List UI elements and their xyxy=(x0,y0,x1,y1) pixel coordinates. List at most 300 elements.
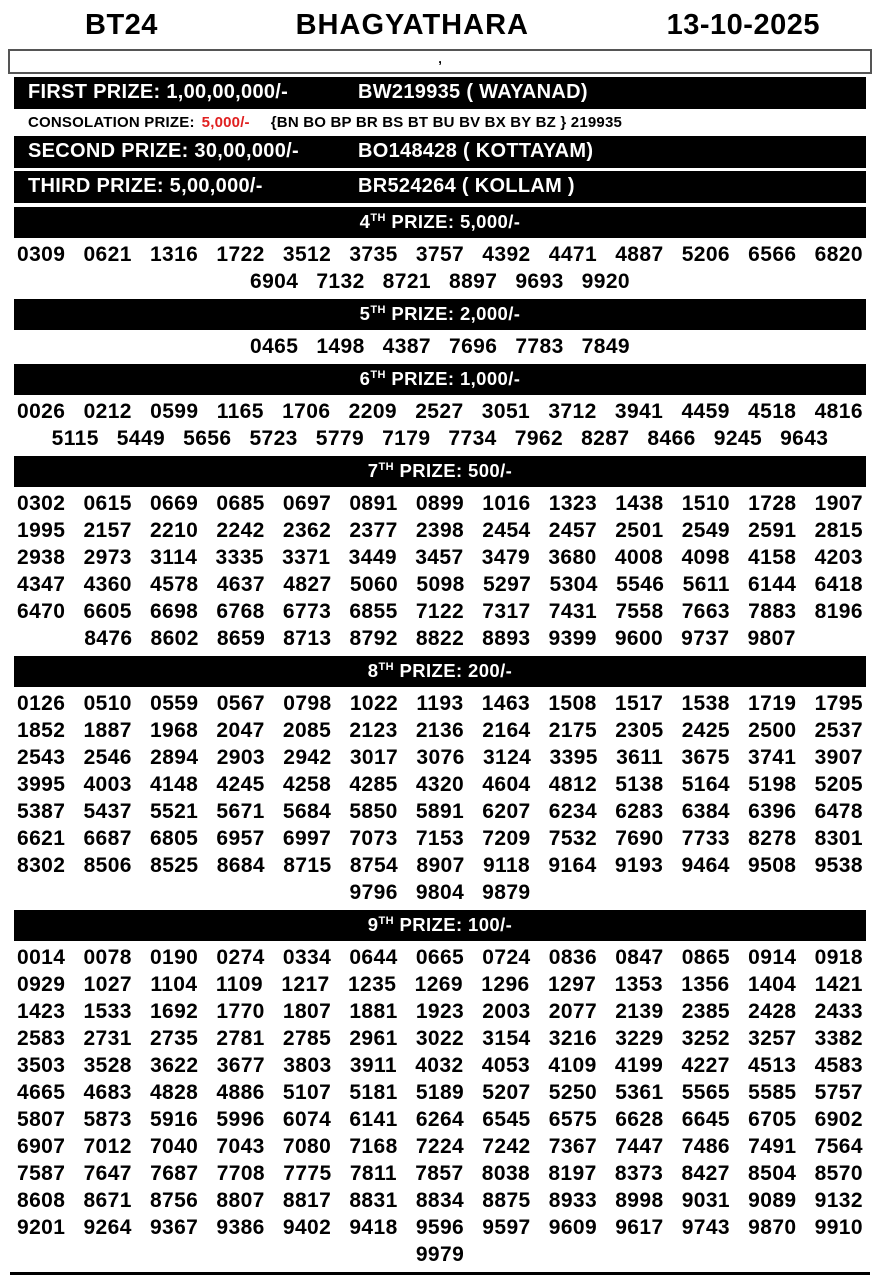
ticket-number: 2175 xyxy=(548,719,598,742)
ticket-number: 5181 xyxy=(349,1081,398,1104)
ordinal-superscript: TH xyxy=(370,211,386,224)
ticket-number: 2527 xyxy=(415,400,464,423)
ticket-number: 6207 xyxy=(482,800,531,823)
ticket-number: 5297 xyxy=(482,573,532,596)
ticket-number: 6621 xyxy=(17,827,66,850)
ticket-number: 7153 xyxy=(415,827,465,850)
ticket-number: 9264 xyxy=(83,1216,132,1239)
ticket-number: 3216 xyxy=(548,1027,598,1050)
number-row xyxy=(17,1052,863,1079)
ticket-number: 9796 xyxy=(349,881,398,904)
ticket-number: 0665 xyxy=(415,946,465,969)
ticket-number: 3449 xyxy=(348,546,397,569)
ticket-number: 1881 xyxy=(349,1000,398,1023)
ticket-number: 1297 xyxy=(547,973,597,996)
number-row xyxy=(17,425,863,452)
ticket-number: 5164 xyxy=(681,773,731,796)
third-prize-label: THIRD PRIZE: 5,00,000/- xyxy=(28,175,263,197)
ticket-number: 1533 xyxy=(83,1000,132,1023)
ticket-number: 7040 xyxy=(149,1135,199,1158)
ticket-number: 8756 xyxy=(149,1189,199,1212)
ticket-number: 2537 xyxy=(814,719,863,742)
ticket-number: 3911 xyxy=(349,1054,397,1077)
ticket-number: 9386 xyxy=(216,1216,265,1239)
number-row xyxy=(17,241,863,268)
ticket-number: 2457 xyxy=(548,519,598,542)
ticket-number: 3611 xyxy=(616,746,664,769)
ticket-number: 9508 xyxy=(748,854,797,877)
prize-5th-header: 5TH PRIZE: 2,000/- xyxy=(14,299,866,330)
ticket-number: 4827 xyxy=(283,573,332,596)
ticket-number: 7647 xyxy=(83,1162,132,1185)
ticket-number: 6384 xyxy=(681,800,731,823)
number-row xyxy=(17,1079,863,1106)
prize-4th-header: 4TH PRIZE: 5,000/- xyxy=(14,207,866,238)
ticket-number: 2377 xyxy=(349,519,398,542)
ticket-number: 8875 xyxy=(482,1189,531,1212)
ticket-number: 1356 xyxy=(681,973,730,996)
ticket-number: 6418 xyxy=(814,573,863,596)
ticket-number: 9643 xyxy=(780,427,829,450)
ticket-number: 4032 xyxy=(415,1054,464,1077)
number-row xyxy=(17,944,863,971)
ticket-number: 4258 xyxy=(282,773,332,796)
ticket-number: 5098 xyxy=(416,573,465,596)
ticket-number: 5684 xyxy=(282,800,332,823)
ticket-number: 2139 xyxy=(615,1000,664,1023)
ticket-number: 0836 xyxy=(548,946,598,969)
ticket-number: 7431 xyxy=(548,600,598,623)
ticket-number: 2894 xyxy=(150,746,199,769)
ticket-number: 4158 xyxy=(748,546,797,569)
ticket-number: 0724 xyxy=(482,946,531,969)
ticket-number: 5521 xyxy=(149,800,199,823)
ticket-number: 6234 xyxy=(548,800,598,823)
ticket-number: 9193 xyxy=(614,854,664,877)
ticket-number: 9089 xyxy=(748,1189,797,1212)
ticket-number: 7734 xyxy=(448,427,497,450)
ticket-number: 4604 xyxy=(482,773,531,796)
ticket-number: 1995 xyxy=(17,519,66,542)
ticket-number: 3335 xyxy=(215,546,264,569)
ticket-number: 0615 xyxy=(83,492,132,515)
second-prize-bar xyxy=(14,136,866,168)
ticket-number: 6283 xyxy=(615,800,664,823)
number-row xyxy=(17,1241,863,1268)
ticket-number: 2003 xyxy=(482,1000,531,1023)
consolation-prize-row xyxy=(14,112,866,133)
ticket-number: 8427 xyxy=(681,1162,730,1185)
ticket-number: 0078 xyxy=(83,946,132,969)
ticket-number: 7367 xyxy=(548,1135,598,1158)
ticket-number: 1404 xyxy=(747,973,797,996)
ticket-number: 2731 xyxy=(83,1027,132,1050)
ticket-number: 2454 xyxy=(482,519,531,542)
ticket-number: 3675 xyxy=(681,746,730,769)
ticket-number: 6605 xyxy=(83,600,132,623)
ticket-number: 5250 xyxy=(548,1081,598,1104)
ticket-number: 1269 xyxy=(414,973,463,996)
ticket-number: 7564 xyxy=(814,1135,863,1158)
ticket-number: 2583 xyxy=(17,1027,66,1050)
ticket-number: 8792 xyxy=(349,627,398,650)
ticket-number: 3479 xyxy=(481,546,531,569)
ticket-number: 5757 xyxy=(814,1081,863,1104)
ticket-number: 1027 xyxy=(83,973,132,996)
ticket-number: 2077 xyxy=(548,1000,598,1023)
ticket-number: 9596 xyxy=(415,1216,465,1239)
ticket-number: 5387 xyxy=(17,800,66,823)
ticket-number: 3395 xyxy=(549,746,598,769)
ticket-number: 9132 xyxy=(814,1189,863,1212)
ticket-number: 1887 xyxy=(83,719,132,742)
ticket-number: 1728 xyxy=(748,492,797,515)
ticket-number: 6575 xyxy=(548,1108,598,1131)
note-box xyxy=(8,49,872,74)
ticket-number: 6141 xyxy=(349,1108,398,1131)
ticket-number: 0929 xyxy=(17,973,66,996)
ticket-number: 6698 xyxy=(149,600,199,623)
first-prize-bar xyxy=(14,77,866,109)
ticket-number: 2085 xyxy=(282,719,332,742)
ticket-number: 0847 xyxy=(615,946,664,969)
ticket-number: 0309 xyxy=(17,243,66,266)
third-prize-bar xyxy=(14,171,866,203)
note-box-text: , xyxy=(438,51,442,66)
bottom-divider xyxy=(10,1272,870,1275)
ticket-number: 5873 xyxy=(83,1108,132,1131)
ticket-number: 7224 xyxy=(415,1135,465,1158)
ticket-number: 6687 xyxy=(83,827,132,850)
ticket-number: 5115 xyxy=(51,427,99,450)
ticket-number: 2500 xyxy=(748,719,797,742)
ticket-number: 1807 xyxy=(282,1000,332,1023)
ticket-number: 1016 xyxy=(482,492,531,515)
ticket-number: 3712 xyxy=(548,400,597,423)
ticket-number: 6805 xyxy=(149,827,199,850)
ticket-number: 9031 xyxy=(681,1189,731,1212)
ticket-number: 8998 xyxy=(615,1189,664,1212)
ticket-number: 8807 xyxy=(216,1189,265,1212)
number-row xyxy=(17,1187,863,1214)
ticket-number: 7168 xyxy=(349,1135,398,1158)
ticket-number: 6957 xyxy=(216,827,265,850)
ticket-number: 7073 xyxy=(349,827,398,850)
ticket-number: 2815 xyxy=(814,519,863,542)
ticket-number: 1538 xyxy=(681,692,730,715)
ticket-number: 1296 xyxy=(481,973,530,996)
ticket-number: 4886 xyxy=(216,1081,265,1104)
ordinal-superscript: TH xyxy=(370,368,386,381)
ticket-number: 7849 xyxy=(581,335,630,358)
number-row xyxy=(17,771,863,798)
ticket-number: 2210 xyxy=(149,519,199,542)
ticket-number: 5361 xyxy=(615,1081,664,1104)
ticket-number: 8715 xyxy=(283,854,332,877)
ticket-number: 2433 xyxy=(814,1000,863,1023)
ticket-number: 3257 xyxy=(748,1027,797,1050)
prize-6th-header: 6TH PRIZE: 1,000/- xyxy=(14,364,866,395)
ticket-number: 8466 xyxy=(647,427,696,450)
ticket-number: 0697 xyxy=(282,492,332,515)
ticket-number: 0014 xyxy=(17,946,66,969)
ticket-number: 9600 xyxy=(614,627,664,650)
draw-date: 13-10-2025 xyxy=(666,9,820,41)
prize-8th-header: 8TH PRIZE: 200/- xyxy=(14,656,866,687)
number-row xyxy=(17,598,863,625)
ticket-number: 7486 xyxy=(681,1135,731,1158)
ticket-number: 4320 xyxy=(415,773,465,796)
ticket-number: 5205 xyxy=(814,773,863,796)
ticket-number: 0918 xyxy=(814,946,863,969)
ticket-number: 1770 xyxy=(216,1000,265,1023)
ticket-number: 3622 xyxy=(150,1054,199,1077)
ticket-number: 3051 xyxy=(481,400,531,423)
ticket-number: 5437 xyxy=(83,800,132,823)
number-row xyxy=(17,333,863,360)
ticket-number: 9804 xyxy=(415,881,465,904)
ticket-number: 5449 xyxy=(116,427,166,450)
number-row xyxy=(17,398,863,425)
ticket-number: 7012 xyxy=(83,1135,132,1158)
lottery-code: BT24 xyxy=(85,9,158,41)
ticket-number: 3741 xyxy=(748,746,797,769)
ticket-number: 4637 xyxy=(216,573,266,596)
ticket-number: 1323 xyxy=(548,492,598,515)
ticket-number: 4098 xyxy=(681,546,730,569)
ticket-number: 9201 xyxy=(17,1216,66,1239)
ticket-number: 9402 xyxy=(282,1216,332,1239)
ticket-number: 1353 xyxy=(614,973,663,996)
ticket-number: 3022 xyxy=(415,1027,465,1050)
ticket-number: 6705 xyxy=(748,1108,797,1131)
ticket-number: 5723 xyxy=(249,427,298,450)
number-row xyxy=(17,744,863,771)
ticket-number: 0126 xyxy=(17,692,66,715)
ticket-number: 2136 xyxy=(415,719,465,742)
number-row xyxy=(17,852,863,879)
ticket-number: 5850 xyxy=(349,800,398,823)
ticket-number: 9870 xyxy=(748,1216,797,1239)
ordinal-superscript: TH xyxy=(370,303,386,316)
number-row xyxy=(17,825,863,852)
ticket-number: 8659 xyxy=(216,627,266,650)
ticket-number: 3907 xyxy=(814,746,863,769)
consolation-amount: 5,000/- xyxy=(201,114,250,131)
lottery-name: BHAGYATHARA xyxy=(295,9,529,41)
ticket-number: 8196 xyxy=(814,600,863,623)
prize-6th-numbers xyxy=(0,398,880,452)
ticket-number: 3114 xyxy=(150,546,198,569)
ticket-number: 9367 xyxy=(149,1216,199,1239)
ticket-number: 1510 xyxy=(681,492,731,515)
ticket-number: 2123 xyxy=(349,719,398,742)
ticket-number: 8822 xyxy=(415,627,465,650)
ticket-number: 7242 xyxy=(482,1135,531,1158)
ticket-number: 4513 xyxy=(748,1054,797,1077)
ticket-number: 7687 xyxy=(150,1162,199,1185)
ticket-number: 9737 xyxy=(681,627,730,650)
ticket-number: 0212 xyxy=(83,400,132,423)
ticket-number: 5107 xyxy=(282,1081,332,1104)
ticket-number: 0621 xyxy=(83,243,132,266)
ticket-number: 7532 xyxy=(548,827,598,850)
ticket-number: 8897 xyxy=(449,270,498,293)
ticket-number: 3252 xyxy=(681,1027,731,1050)
ticket-number: 5546 xyxy=(616,573,665,596)
ticket-number: 4471 xyxy=(548,243,598,266)
ticket-number: 5207 xyxy=(482,1081,531,1104)
ticket-number: 1706 xyxy=(282,400,331,423)
ticket-number: 6470 xyxy=(17,600,66,623)
ticket-number: 3017 xyxy=(349,746,399,769)
prize-5th-numbers xyxy=(0,333,880,360)
ticket-number: 2785 xyxy=(282,1027,332,1050)
ticket-number: 4887 xyxy=(615,243,664,266)
ticket-number: 1722 xyxy=(216,243,265,266)
ticket-number: 6545 xyxy=(482,1108,531,1131)
number-row xyxy=(17,268,863,295)
ticket-number: 7209 xyxy=(482,827,531,850)
ticket-number: 5206 xyxy=(681,243,731,266)
ticket-number: 8197 xyxy=(548,1162,597,1185)
ticket-number: 7179 xyxy=(382,427,431,450)
ticket-number: 2385 xyxy=(681,1000,731,1023)
ticket-number: 8302 xyxy=(17,854,66,877)
ticket-number: 7122 xyxy=(415,600,465,623)
third-prize-winner: BR524264 ( KOLLAM ) xyxy=(358,175,575,197)
ticket-number: 7043 xyxy=(216,1135,265,1158)
ticket-number: 1423 xyxy=(17,1000,66,1023)
number-row xyxy=(17,517,863,544)
ticket-number: 8476 xyxy=(84,627,133,650)
ticket-number: 5671 xyxy=(216,800,265,823)
ticket-number: 4392 xyxy=(482,243,531,266)
prize-7th-numbers xyxy=(0,490,880,652)
ticket-number: 0274 xyxy=(216,946,265,969)
ticket-number: 2501 xyxy=(615,519,664,542)
ticket-number: 3757 xyxy=(415,243,465,266)
ticket-number: 7447 xyxy=(615,1135,664,1158)
ticket-number: 0567 xyxy=(216,692,266,715)
ticket-number: 4245 xyxy=(216,773,265,796)
ticket-number: 1235 xyxy=(347,973,397,996)
ticket-number: 3503 xyxy=(17,1054,66,1077)
ticket-number: 6768 xyxy=(216,600,265,623)
ticket-number: 2591 xyxy=(748,519,797,542)
ticket-number: 0685 xyxy=(216,492,265,515)
ticket-number: 8834 xyxy=(415,1189,465,1212)
ticket-number: 3371 xyxy=(282,546,331,569)
ticket-number: 9879 xyxy=(482,881,531,904)
ticket-number: 3677 xyxy=(216,1054,266,1077)
ticket-number: 7733 xyxy=(681,827,731,850)
number-row xyxy=(17,490,863,517)
ticket-number: 7696 xyxy=(449,335,498,358)
ticket-number: 7317 xyxy=(482,600,531,623)
ticket-number: 3382 xyxy=(814,1027,863,1050)
ticket-number: 8754 xyxy=(349,854,399,877)
ticket-number: 3076 xyxy=(416,746,465,769)
prize-4th-numbers xyxy=(0,241,880,295)
ticket-number: 1217 xyxy=(281,973,330,996)
ticket-number: 4816 xyxy=(814,400,863,423)
ticket-number: 4053 xyxy=(481,1054,531,1077)
ticket-number: 4109 xyxy=(548,1054,597,1077)
ordinal-superscript: TH xyxy=(378,460,394,473)
ticket-number: 1421 xyxy=(814,973,863,996)
ticket-number: 8287 xyxy=(581,427,630,450)
ticket-number: 0190 xyxy=(149,946,199,969)
ticket-number: 6478 xyxy=(814,800,863,823)
ticket-number: 9920 xyxy=(581,270,630,293)
ticket-number: 9693 xyxy=(515,270,564,293)
ticket-number: 0644 xyxy=(349,946,398,969)
consolation-series: {BN BO BP BR BS BT BU BV BX BY BZ } 219935 xyxy=(270,114,623,131)
ticket-number: 2735 xyxy=(149,1027,199,1050)
ticket-number: 4812 xyxy=(548,773,598,796)
ticket-number: 4227 xyxy=(681,1054,730,1077)
ticket-number: 2362 xyxy=(282,519,332,542)
ticket-number: 2164 xyxy=(482,719,531,742)
number-row xyxy=(17,544,863,571)
number-row xyxy=(17,798,863,825)
ticket-number: 6264 xyxy=(415,1108,465,1131)
ticket-number: 3229 xyxy=(615,1027,664,1050)
ticket-number: 2209 xyxy=(348,400,397,423)
prize-9th-numbers xyxy=(0,944,880,1268)
ticket-number: 2549 xyxy=(681,519,731,542)
ticket-number: 8525 xyxy=(150,854,199,877)
number-row xyxy=(17,1106,863,1133)
ticket-number: 6820 xyxy=(814,243,863,266)
ticket-number: 9807 xyxy=(747,627,796,650)
ticket-number: 6855 xyxy=(349,600,398,623)
ticket-number: 0334 xyxy=(282,946,332,969)
ticket-number: 2242 xyxy=(216,519,265,542)
ticket-number: 9464 xyxy=(681,854,730,877)
ticket-number: 3457 xyxy=(415,546,464,569)
ticket-number: 7708 xyxy=(216,1162,266,1185)
ticket-number: 3124 xyxy=(482,746,532,769)
ticket-number: 0559 xyxy=(150,692,199,715)
ticket-number: 0899 xyxy=(415,492,465,515)
ticket-number: 5656 xyxy=(183,427,232,450)
number-row xyxy=(17,1133,863,1160)
ticket-number: 5585 xyxy=(748,1081,797,1104)
ticket-number: 9609 xyxy=(548,1216,598,1239)
ticket-number: 6997 xyxy=(282,827,332,850)
ticket-number: 9245 xyxy=(713,427,763,450)
ticket-number: 7132 xyxy=(316,270,365,293)
ticket-number: 8831 xyxy=(349,1189,398,1212)
ticket-number: 6144 xyxy=(748,573,797,596)
ticket-number: 7783 xyxy=(515,335,564,358)
ticket-number: 4387 xyxy=(382,335,431,358)
ticket-number: 5891 xyxy=(415,800,465,823)
ticket-number: 5611 xyxy=(682,573,730,596)
ticket-number: 8684 xyxy=(216,854,266,877)
ticket-number: 8373 xyxy=(614,1162,664,1185)
ticket-number: 0891 xyxy=(349,492,398,515)
ticket-number: 1438 xyxy=(615,492,664,515)
ticket-number: 2903 xyxy=(216,746,266,769)
ticket-number: 1968 xyxy=(149,719,199,742)
prize-8th-numbers xyxy=(0,690,880,906)
ticket-number: 7690 xyxy=(615,827,664,850)
number-row xyxy=(17,717,863,744)
ticket-number: 4203 xyxy=(814,546,863,569)
